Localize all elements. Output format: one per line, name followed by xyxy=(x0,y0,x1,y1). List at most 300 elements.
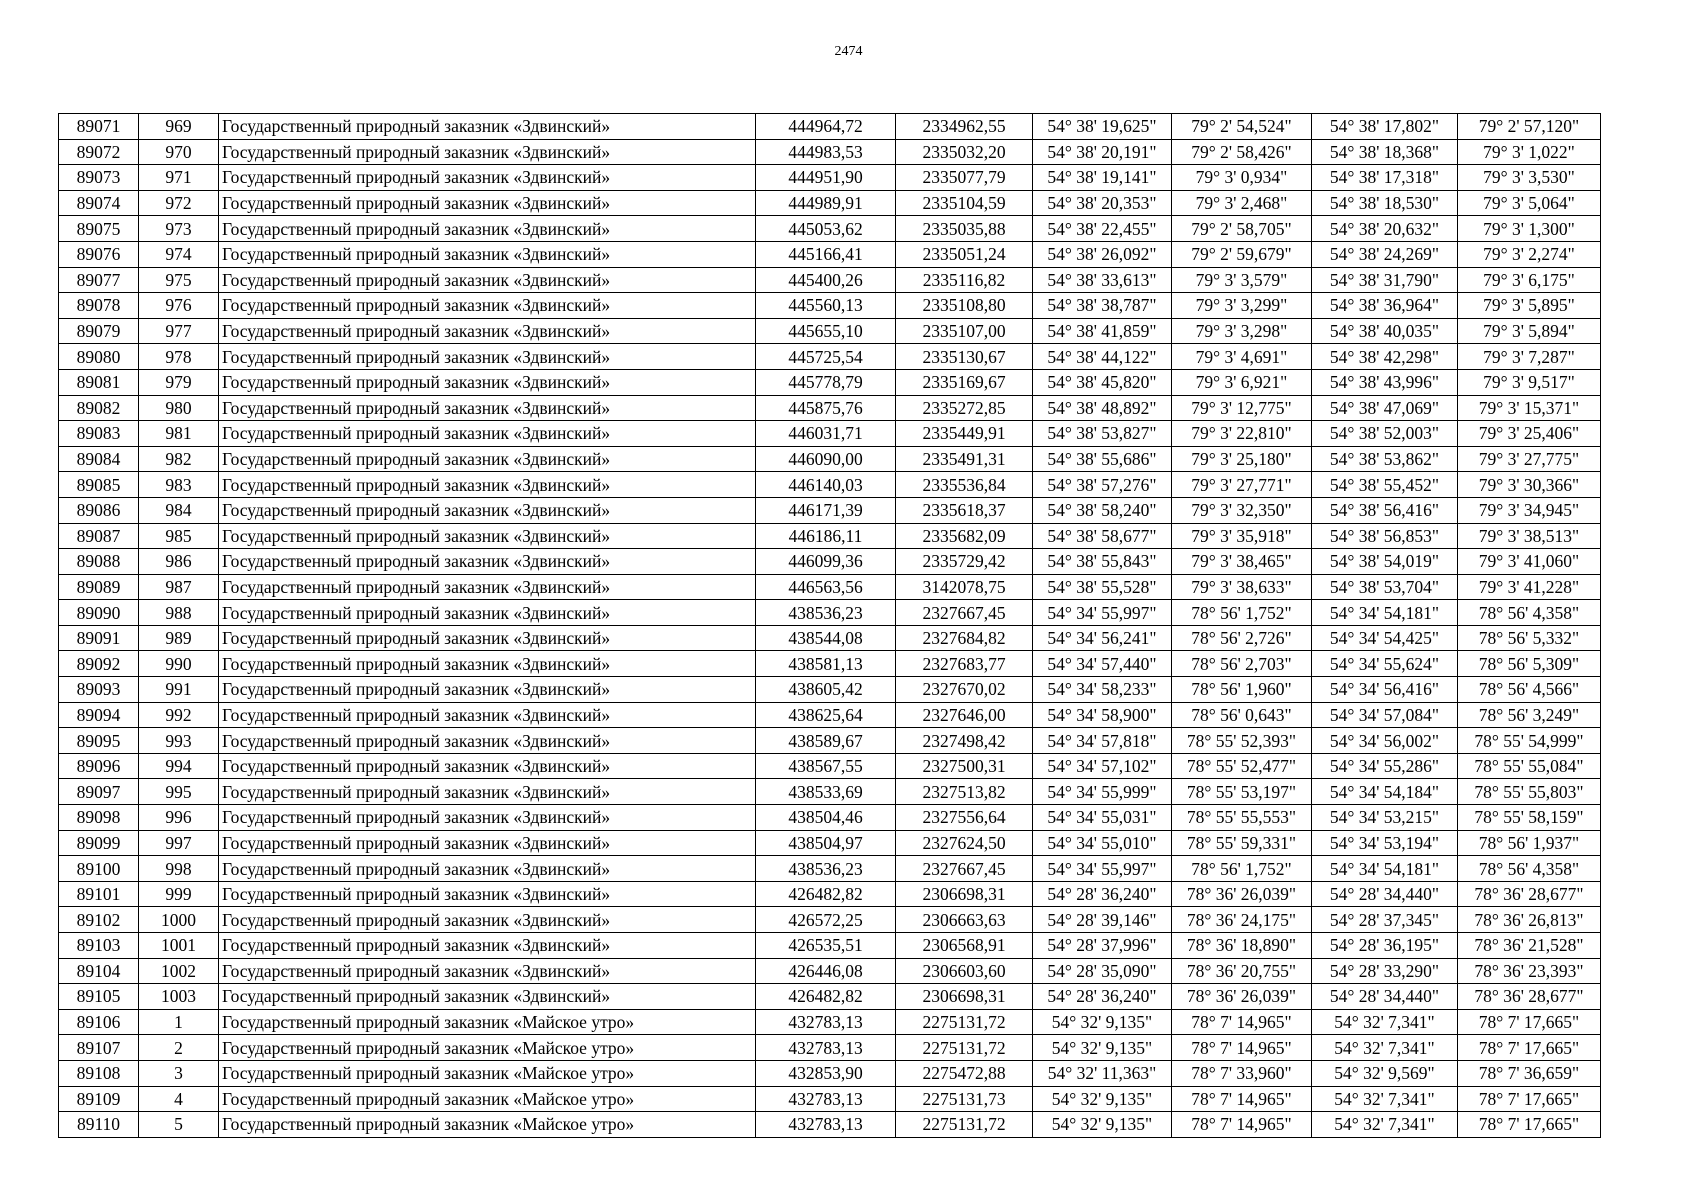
longitude-alt-cell: 79° 3' 1,300" xyxy=(1458,216,1601,242)
longitude-cell: 78° 36' 24,175" xyxy=(1172,907,1312,933)
y-coordinate-cell: 2335169,67 xyxy=(896,369,1033,395)
table-row xyxy=(59,1035,1601,1061)
table-row xyxy=(59,549,1601,575)
x-coordinate-cell: 445655,10 xyxy=(756,318,896,344)
longitude-alt-cell: 78° 56' 4,358" xyxy=(1458,600,1601,626)
point-number-cell: 1000 xyxy=(139,907,219,933)
x-coordinate-cell: 438605,42 xyxy=(756,677,896,703)
longitude-alt-cell: 79° 3' 5,894" xyxy=(1458,318,1601,344)
y-coordinate-cell: 3142078,75 xyxy=(896,574,1033,600)
latitude-alt-cell: 54° 34' 55,286" xyxy=(1312,753,1458,779)
latitude-alt-cell: 54° 32' 9,569" xyxy=(1312,1060,1458,1086)
y-coordinate-cell: 2334962,55 xyxy=(896,114,1033,140)
row-id-cell: 89107 xyxy=(59,1035,139,1061)
longitude-alt-cell: 79° 3' 7,287" xyxy=(1458,344,1601,370)
longitude-cell: 78° 7' 14,965" xyxy=(1172,1009,1312,1035)
longitude-alt-cell: 78° 36' 28,677" xyxy=(1458,984,1601,1010)
row-id-cell: 89102 xyxy=(59,907,139,933)
latitude-cell: 54° 32' 11,363" xyxy=(1033,1060,1172,1086)
reserve-name-cell: Государственный природный заказник «Здвинский» xyxy=(219,881,756,907)
longitude-alt-cell: 79° 3' 5,895" xyxy=(1458,293,1601,319)
y-coordinate-cell: 2275131,72 xyxy=(896,1009,1033,1035)
longitude-alt-cell: 78° 56' 4,358" xyxy=(1458,856,1601,882)
y-coordinate-cell: 2335051,24 xyxy=(896,241,1033,267)
row-id-cell: 89103 xyxy=(59,933,139,959)
point-number-cell: 1 xyxy=(139,1009,219,1035)
reserve-name-cell: Государственный природный заказник «Здвинский» xyxy=(219,600,756,626)
latitude-cell: 54° 38' 22,455" xyxy=(1033,216,1172,242)
point-number-cell: 976 xyxy=(139,293,219,319)
y-coordinate-cell: 2335130,67 xyxy=(896,344,1033,370)
x-coordinate-cell: 438536,23 xyxy=(756,600,896,626)
point-number-cell: 975 xyxy=(139,267,219,293)
y-coordinate-cell: 2335491,31 xyxy=(896,446,1033,472)
longitude-cell: 79° 3' 0,934" xyxy=(1172,165,1312,191)
longitude-alt-cell: 79° 3' 41,060" xyxy=(1458,549,1601,575)
longitude-cell: 79° 3' 25,180" xyxy=(1172,446,1312,472)
x-coordinate-cell: 446563,56 xyxy=(756,574,896,600)
latitude-cell: 54° 34' 55,997" xyxy=(1033,856,1172,882)
latitude-cell: 54° 38' 55,528" xyxy=(1033,574,1172,600)
latitude-cell: 54° 38' 20,353" xyxy=(1033,190,1172,216)
reserve-name-cell: Государственный природный заказник «Здвинский» xyxy=(219,805,756,831)
latitude-cell: 54° 28' 36,240" xyxy=(1033,984,1172,1010)
latitude-alt-cell: 54° 38' 52,003" xyxy=(1312,421,1458,447)
y-coordinate-cell: 2335536,84 xyxy=(896,472,1033,498)
longitude-alt-cell: 78° 56' 4,566" xyxy=(1458,677,1601,703)
table-row xyxy=(59,1086,1601,1112)
latitude-cell: 54° 38' 48,892" xyxy=(1033,395,1172,421)
longitude-alt-cell: 78° 56' 1,937" xyxy=(1458,830,1601,856)
longitude-alt-cell: 79° 3' 38,513" xyxy=(1458,523,1601,549)
y-coordinate-cell: 2327683,77 xyxy=(896,651,1033,677)
reserve-name-cell: Государственный природный заказник «Здвинский» xyxy=(219,421,756,447)
latitude-alt-cell: 54° 38' 17,318" xyxy=(1312,165,1458,191)
point-number-cell: 5 xyxy=(139,1112,219,1138)
longitude-alt-cell: 78° 7' 36,659" xyxy=(1458,1060,1601,1086)
latitude-cell: 54° 38' 55,686" xyxy=(1033,446,1172,472)
x-coordinate-cell: 445725,54 xyxy=(756,344,896,370)
latitude-cell: 54° 38' 38,787" xyxy=(1033,293,1172,319)
latitude-cell: 54° 38' 20,191" xyxy=(1033,139,1172,165)
latitude-alt-cell: 54° 28' 34,440" xyxy=(1312,984,1458,1010)
y-coordinate-cell: 2327684,82 xyxy=(896,625,1033,651)
longitude-alt-cell: 78° 7' 17,665" xyxy=(1458,1035,1601,1061)
latitude-cell: 54° 34' 56,241" xyxy=(1033,625,1172,651)
reserve-name-cell: Государственный природный заказник «Здвинский» xyxy=(219,523,756,549)
longitude-cell: 78° 55' 55,553" xyxy=(1172,805,1312,831)
y-coordinate-cell: 2306603,60 xyxy=(896,958,1033,984)
row-id-cell: 89076 xyxy=(59,241,139,267)
point-number-cell: 978 xyxy=(139,344,219,370)
longitude-cell: 78° 55' 59,331" xyxy=(1172,830,1312,856)
longitude-cell: 79° 3' 38,465" xyxy=(1172,549,1312,575)
x-coordinate-cell: 438581,13 xyxy=(756,651,896,677)
y-coordinate-cell: 2335032,20 xyxy=(896,139,1033,165)
y-coordinate-cell: 2335272,85 xyxy=(896,395,1033,421)
table-row xyxy=(59,958,1601,984)
reserve-name-cell: Государственный природный заказник «Здвинский» xyxy=(219,369,756,395)
longitude-cell: 79° 3' 12,775" xyxy=(1172,395,1312,421)
y-coordinate-cell: 2335077,79 xyxy=(896,165,1033,191)
reserve-name-cell: Государственный природный заказник «Здвинский» xyxy=(219,677,756,703)
longitude-alt-cell: 78° 7' 17,665" xyxy=(1458,1086,1601,1112)
latitude-alt-cell: 54° 38' 17,802" xyxy=(1312,114,1458,140)
point-number-cell: 982 xyxy=(139,446,219,472)
table-row xyxy=(59,856,1601,882)
y-coordinate-cell: 2306663,63 xyxy=(896,907,1033,933)
x-coordinate-cell: 444989,91 xyxy=(756,190,896,216)
y-coordinate-cell: 2327556,64 xyxy=(896,805,1033,831)
point-number-cell: 974 xyxy=(139,241,219,267)
table-row xyxy=(59,344,1601,370)
longitude-alt-cell: 78° 56' 5,309" xyxy=(1458,651,1601,677)
table-row xyxy=(59,446,1601,472)
longitude-cell: 79° 2' 54,524" xyxy=(1172,114,1312,140)
reserve-name-cell: Государственный природный заказник «Здвинский» xyxy=(219,267,756,293)
y-coordinate-cell: 2306698,31 xyxy=(896,881,1033,907)
latitude-alt-cell: 54° 38' 18,368" xyxy=(1312,139,1458,165)
reserve-name-cell: Государственный природный заказник «Здвинский» xyxy=(219,318,756,344)
point-number-cell: 985 xyxy=(139,523,219,549)
row-id-cell: 89073 xyxy=(59,165,139,191)
table-row xyxy=(59,830,1601,856)
table-row xyxy=(59,216,1601,242)
longitude-cell: 79° 3' 3,299" xyxy=(1172,293,1312,319)
reserve-name-cell: Государственный природный заказник «Майское утро» xyxy=(219,1060,756,1086)
longitude-alt-cell: 79° 3' 2,274" xyxy=(1458,241,1601,267)
point-number-cell: 981 xyxy=(139,421,219,447)
table-row xyxy=(59,728,1601,754)
point-number-cell: 997 xyxy=(139,830,219,856)
row-id-cell: 89094 xyxy=(59,702,139,728)
table-row xyxy=(59,702,1601,728)
table-row xyxy=(59,600,1601,626)
longitude-alt-cell: 79° 3' 15,371" xyxy=(1458,395,1601,421)
longitude-alt-cell: 78° 36' 26,813" xyxy=(1458,907,1601,933)
y-coordinate-cell: 2306698,31 xyxy=(896,984,1033,1010)
table-row xyxy=(59,293,1601,319)
point-number-cell: 994 xyxy=(139,753,219,779)
y-coordinate-cell: 2335108,80 xyxy=(896,293,1033,319)
row-id-cell: 89106 xyxy=(59,1009,139,1035)
latitude-cell: 54° 34' 55,010" xyxy=(1033,830,1172,856)
latitude-alt-cell: 54° 38' 55,452" xyxy=(1312,472,1458,498)
longitude-cell: 79° 2' 58,705" xyxy=(1172,216,1312,242)
y-coordinate-cell: 2335729,42 xyxy=(896,549,1033,575)
longitude-alt-cell: 78° 55' 54,999" xyxy=(1458,728,1601,754)
longitude-alt-cell: 78° 55' 58,159" xyxy=(1458,805,1601,831)
x-coordinate-cell: 445778,79 xyxy=(756,369,896,395)
reserve-name-cell: Государственный природный заказник «Здвинский» xyxy=(219,574,756,600)
x-coordinate-cell: 432783,13 xyxy=(756,1035,896,1061)
y-coordinate-cell: 2327670,02 xyxy=(896,677,1033,703)
longitude-cell: 79° 3' 35,918" xyxy=(1172,523,1312,549)
point-number-cell: 971 xyxy=(139,165,219,191)
y-coordinate-cell: 2275131,73 xyxy=(896,1086,1033,1112)
point-number-cell: 969 xyxy=(139,114,219,140)
point-number-cell: 990 xyxy=(139,651,219,677)
longitude-cell: 79° 2' 59,679" xyxy=(1172,241,1312,267)
latitude-cell: 54° 34' 55,031" xyxy=(1033,805,1172,831)
x-coordinate-cell: 445560,13 xyxy=(756,293,896,319)
x-coordinate-cell: 446031,71 xyxy=(756,421,896,447)
reserve-name-cell: Государственный природный заказник «Здвинский» xyxy=(219,293,756,319)
row-id-cell: 89095 xyxy=(59,728,139,754)
x-coordinate-cell: 438589,67 xyxy=(756,728,896,754)
y-coordinate-cell: 2335116,82 xyxy=(896,267,1033,293)
latitude-alt-cell: 54° 28' 33,290" xyxy=(1312,958,1458,984)
longitude-cell: 79° 2' 58,426" xyxy=(1172,139,1312,165)
reserve-name-cell: Государственный природный заказник «Здвинский» xyxy=(219,753,756,779)
longitude-alt-cell: 79° 3' 9,517" xyxy=(1458,369,1601,395)
latitude-alt-cell: 54° 34' 53,194" xyxy=(1312,830,1458,856)
longitude-cell: 78° 36' 20,755" xyxy=(1172,958,1312,984)
row-id-cell: 89108 xyxy=(59,1060,139,1086)
reserve-name-cell: Государственный природный заказник «Здвинский» xyxy=(219,472,756,498)
latitude-alt-cell: 54° 28' 34,440" xyxy=(1312,881,1458,907)
row-id-cell: 89082 xyxy=(59,395,139,421)
longitude-alt-cell: 79° 3' 6,175" xyxy=(1458,267,1601,293)
table-row xyxy=(59,651,1601,677)
latitude-alt-cell: 54° 38' 56,853" xyxy=(1312,523,1458,549)
reserve-name-cell: Государственный природный заказник «Здвинский» xyxy=(219,984,756,1010)
y-coordinate-cell: 2275131,72 xyxy=(896,1112,1033,1138)
reserve-name-cell: Государственный природный заказник «Здвинский» xyxy=(219,241,756,267)
reserve-name-cell: Государственный природный заказник «Здвинский» xyxy=(219,165,756,191)
x-coordinate-cell: 426535,51 xyxy=(756,933,896,959)
reserve-name-cell: Государственный природный заказник «Майское утро» xyxy=(219,1009,756,1035)
table-body xyxy=(59,114,1601,1138)
latitude-alt-cell: 54° 38' 47,069" xyxy=(1312,395,1458,421)
x-coordinate-cell: 438504,46 xyxy=(756,805,896,831)
latitude-alt-cell: 54° 32' 7,341" xyxy=(1312,1035,1458,1061)
point-number-cell: 972 xyxy=(139,190,219,216)
latitude-cell: 54° 38' 44,122" xyxy=(1033,344,1172,370)
longitude-cell: 78° 36' 18,890" xyxy=(1172,933,1312,959)
latitude-cell: 54° 38' 19,141" xyxy=(1033,165,1172,191)
x-coordinate-cell: 444983,53 xyxy=(756,139,896,165)
row-id-cell: 89097 xyxy=(59,779,139,805)
y-coordinate-cell: 2335104,59 xyxy=(896,190,1033,216)
x-coordinate-cell: 445053,62 xyxy=(756,216,896,242)
longitude-cell: 78° 56' 1,960" xyxy=(1172,677,1312,703)
x-coordinate-cell: 446171,39 xyxy=(756,497,896,523)
x-coordinate-cell: 444951,90 xyxy=(756,165,896,191)
point-number-cell: 3 xyxy=(139,1060,219,1086)
latitude-alt-cell: 54° 38' 42,298" xyxy=(1312,344,1458,370)
table-row xyxy=(59,574,1601,600)
x-coordinate-cell: 445875,76 xyxy=(756,395,896,421)
point-number-cell: 1003 xyxy=(139,984,219,1010)
latitude-alt-cell: 54° 34' 57,084" xyxy=(1312,702,1458,728)
x-coordinate-cell: 445166,41 xyxy=(756,241,896,267)
longitude-alt-cell: 79° 3' 34,945" xyxy=(1458,497,1601,523)
reserve-name-cell: Государственный природный заказник «Майское утро» xyxy=(219,1035,756,1061)
x-coordinate-cell: 438625,64 xyxy=(756,702,896,728)
x-coordinate-cell: 426482,82 xyxy=(756,881,896,907)
reserve-name-cell: Государственный природный заказник «Здвинский» xyxy=(219,344,756,370)
row-id-cell: 89105 xyxy=(59,984,139,1010)
x-coordinate-cell: 438544,08 xyxy=(756,625,896,651)
latitude-cell: 54° 32' 9,135" xyxy=(1033,1035,1172,1061)
table-row xyxy=(59,523,1601,549)
longitude-cell: 78° 36' 26,039" xyxy=(1172,881,1312,907)
point-number-cell: 991 xyxy=(139,677,219,703)
longitude-alt-cell: 79° 3' 5,064" xyxy=(1458,190,1601,216)
point-number-cell: 984 xyxy=(139,497,219,523)
y-coordinate-cell: 2327667,45 xyxy=(896,856,1033,882)
row-id-cell: 89074 xyxy=(59,190,139,216)
row-id-cell: 89085 xyxy=(59,472,139,498)
longitude-alt-cell: 79° 3' 3,530" xyxy=(1458,165,1601,191)
table-row xyxy=(59,805,1601,831)
row-id-cell: 89110 xyxy=(59,1112,139,1138)
latitude-alt-cell: 54° 38' 20,632" xyxy=(1312,216,1458,242)
table-row xyxy=(59,369,1601,395)
longitude-cell: 79° 3' 27,771" xyxy=(1172,472,1312,498)
table-row xyxy=(59,1060,1601,1086)
longitude-cell: 79° 3' 38,633" xyxy=(1172,574,1312,600)
row-id-cell: 89092 xyxy=(59,651,139,677)
latitude-alt-cell: 54° 38' 24,269" xyxy=(1312,241,1458,267)
row-id-cell: 89087 xyxy=(59,523,139,549)
row-id-cell: 89071 xyxy=(59,114,139,140)
point-number-cell: 970 xyxy=(139,139,219,165)
point-number-cell: 987 xyxy=(139,574,219,600)
row-id-cell: 89084 xyxy=(59,446,139,472)
x-coordinate-cell: 426572,25 xyxy=(756,907,896,933)
y-coordinate-cell: 2275472,88 xyxy=(896,1060,1033,1086)
latitude-alt-cell: 54° 34' 53,215" xyxy=(1312,805,1458,831)
point-number-cell: 1001 xyxy=(139,933,219,959)
reserve-name-cell: Государственный природный заказник «Здвинский» xyxy=(219,446,756,472)
y-coordinate-cell: 2335035,88 xyxy=(896,216,1033,242)
reserve-name-cell: Государственный природный заказник «Здвинский» xyxy=(219,933,756,959)
row-id-cell: 89096 xyxy=(59,753,139,779)
latitude-cell: 54° 38' 33,613" xyxy=(1033,267,1172,293)
longitude-cell: 78° 55' 52,393" xyxy=(1172,728,1312,754)
y-coordinate-cell: 2335682,09 xyxy=(896,523,1033,549)
row-id-cell: 89100 xyxy=(59,856,139,882)
y-coordinate-cell: 2327646,00 xyxy=(896,702,1033,728)
latitude-cell: 54° 34' 58,233" xyxy=(1033,677,1172,703)
row-id-cell: 89109 xyxy=(59,1086,139,1112)
longitude-cell: 79° 3' 6,921" xyxy=(1172,369,1312,395)
y-coordinate-cell: 2327667,45 xyxy=(896,600,1033,626)
table-row xyxy=(59,625,1601,651)
reserve-name-cell: Государственный природный заказник «Здвинский» xyxy=(219,651,756,677)
table-row xyxy=(59,318,1601,344)
latitude-alt-cell: 54° 38' 56,416" xyxy=(1312,497,1458,523)
table-row xyxy=(59,881,1601,907)
x-coordinate-cell: 446099,36 xyxy=(756,549,896,575)
latitude-cell: 54° 38' 55,843" xyxy=(1033,549,1172,575)
reserve-name-cell: Государственный природный заказник «Здвинский» xyxy=(219,216,756,242)
point-number-cell: 993 xyxy=(139,728,219,754)
row-id-cell: 89078 xyxy=(59,293,139,319)
row-id-cell: 89089 xyxy=(59,574,139,600)
latitude-cell: 54° 34' 55,997" xyxy=(1033,600,1172,626)
latitude-alt-cell: 54° 34' 54,425" xyxy=(1312,625,1458,651)
longitude-cell: 79° 3' 22,810" xyxy=(1172,421,1312,447)
latitude-cell: 54° 32' 9,135" xyxy=(1033,1112,1172,1138)
latitude-alt-cell: 54° 32' 7,341" xyxy=(1312,1009,1458,1035)
x-coordinate-cell: 438533,69 xyxy=(756,779,896,805)
y-coordinate-cell: 2335107,00 xyxy=(896,318,1033,344)
reserve-name-cell: Государственный природный заказник «Здвинский» xyxy=(219,958,756,984)
longitude-cell: 78° 55' 53,197" xyxy=(1172,779,1312,805)
row-id-cell: 89098 xyxy=(59,805,139,831)
longitude-alt-cell: 78° 36' 23,393" xyxy=(1458,958,1601,984)
latitude-alt-cell: 54° 34' 54,181" xyxy=(1312,600,1458,626)
point-number-cell: 1002 xyxy=(139,958,219,984)
latitude-alt-cell: 54° 34' 54,181" xyxy=(1312,856,1458,882)
row-id-cell: 89091 xyxy=(59,625,139,651)
latitude-cell: 54° 34' 57,440" xyxy=(1033,651,1172,677)
longitude-alt-cell: 79° 3' 27,775" xyxy=(1458,446,1601,472)
latitude-alt-cell: 54° 38' 54,019" xyxy=(1312,549,1458,575)
point-number-cell: 992 xyxy=(139,702,219,728)
reserve-name-cell: Государственный природный заказник «Здвинский» xyxy=(219,702,756,728)
latitude-cell: 54° 38' 45,820" xyxy=(1033,369,1172,395)
x-coordinate-cell: 438536,23 xyxy=(756,856,896,882)
table-row xyxy=(59,190,1601,216)
point-number-cell: 983 xyxy=(139,472,219,498)
longitude-alt-cell: 78° 55' 55,084" xyxy=(1458,753,1601,779)
latitude-cell: 54° 32' 9,135" xyxy=(1033,1086,1172,1112)
x-coordinate-cell: 432783,13 xyxy=(756,1086,896,1112)
longitude-alt-cell: 78° 7' 17,665" xyxy=(1458,1112,1601,1138)
latitude-alt-cell: 54° 38' 36,964" xyxy=(1312,293,1458,319)
longitude-cell: 79° 3' 3,298" xyxy=(1172,318,1312,344)
longitude-cell: 79° 3' 2,468" xyxy=(1172,190,1312,216)
x-coordinate-cell: 446186,11 xyxy=(756,523,896,549)
table-row xyxy=(59,753,1601,779)
longitude-cell: 78° 7' 14,965" xyxy=(1172,1112,1312,1138)
x-coordinate-cell: 426482,82 xyxy=(756,984,896,1010)
reserve-name-cell: Государственный природный заказник «Майское утро» xyxy=(219,1112,756,1138)
longitude-cell: 78° 56' 2,726" xyxy=(1172,625,1312,651)
table-row xyxy=(59,267,1601,293)
latitude-alt-cell: 54° 34' 56,416" xyxy=(1312,677,1458,703)
point-number-cell: 988 xyxy=(139,600,219,626)
reserve-name-cell: Государственный природный заказник «Здвинский» xyxy=(219,395,756,421)
latitude-cell: 54° 28' 36,240" xyxy=(1033,881,1172,907)
point-number-cell: 989 xyxy=(139,625,219,651)
table-row xyxy=(59,984,1601,1010)
latitude-cell: 54° 28' 39,146" xyxy=(1033,907,1172,933)
point-number-cell: 999 xyxy=(139,881,219,907)
reserve-name-cell: Государственный природный заказник «Майское утро» xyxy=(219,1086,756,1112)
point-number-cell: 979 xyxy=(139,369,219,395)
latitude-cell: 54° 38' 41,859" xyxy=(1033,318,1172,344)
latitude-alt-cell: 54° 34' 55,624" xyxy=(1312,651,1458,677)
row-id-cell: 89075 xyxy=(59,216,139,242)
longitude-cell: 79° 3' 4,691" xyxy=(1172,344,1312,370)
reserve-name-cell: Государственный природный заказник «Здвинский» xyxy=(219,907,756,933)
row-id-cell: 89072 xyxy=(59,139,139,165)
latitude-cell: 54° 38' 53,827" xyxy=(1033,421,1172,447)
coordinates-table xyxy=(58,113,1601,1138)
longitude-alt-cell: 79° 3' 41,228" xyxy=(1458,574,1601,600)
longitude-cell: 78° 56' 1,752" xyxy=(1172,600,1312,626)
x-coordinate-cell: 432783,13 xyxy=(756,1009,896,1035)
y-coordinate-cell: 2327498,42 xyxy=(896,728,1033,754)
table-row xyxy=(59,395,1601,421)
point-number-cell: 998 xyxy=(139,856,219,882)
latitude-alt-cell: 54° 38' 53,704" xyxy=(1312,574,1458,600)
